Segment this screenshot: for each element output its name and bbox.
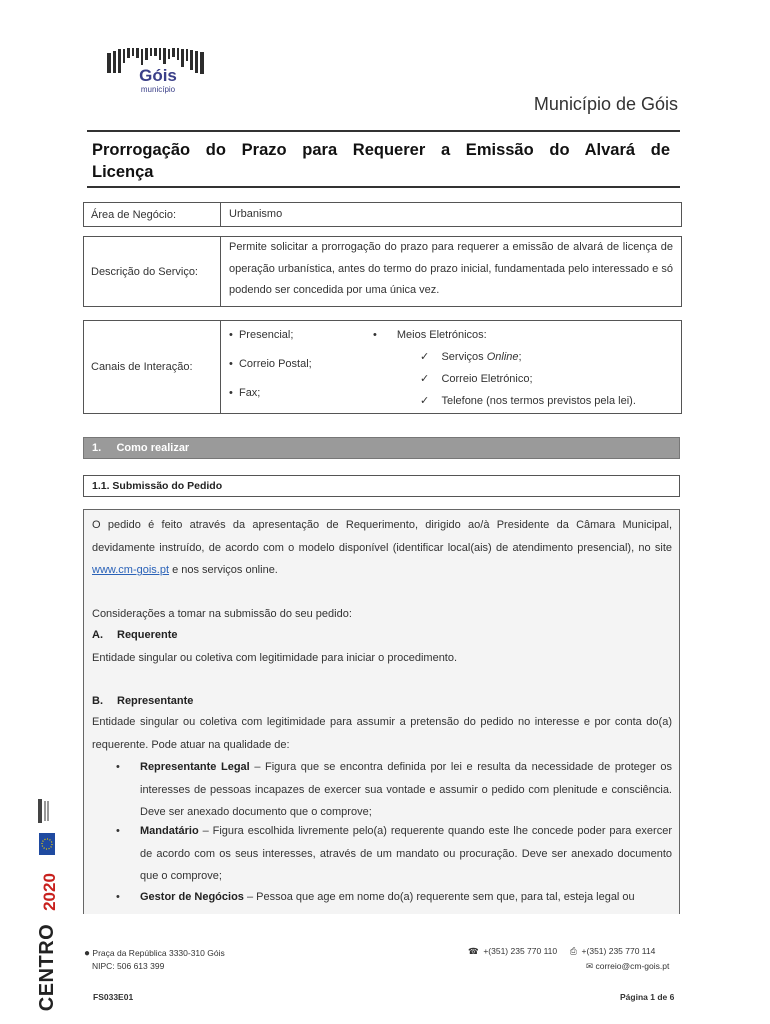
logo-subtitle: município bbox=[140, 85, 176, 94]
eu-flag-icon bbox=[39, 833, 55, 855]
canais-label: Canais de Interação: bbox=[84, 321, 221, 413]
subsection-heading: 1.1. Submissão do Pedido bbox=[83, 475, 680, 497]
representante-text: Entidade singular ou coletiva com legitimidade para assumir a pretensão do pedido no interesse e por conta do(a) requerente. Pode atuar na qualidade de: bbox=[92, 716, 672, 751]
canal-telefone: ✓ Telefone (nos termos previstos pela lei). bbox=[420, 395, 636, 407]
footer-email: ✉ correio@cm-gois.pt bbox=[586, 961, 670, 971]
canais-box bbox=[83, 320, 682, 414]
descricao-label: Descrição do Serviço: bbox=[84, 237, 221, 306]
document-code: FS033E01 bbox=[93, 992, 134, 1002]
bullet-dot: • bbox=[116, 891, 120, 903]
logo-wordmark: Góis bbox=[139, 66, 177, 85]
phone-icon: ☎ bbox=[468, 946, 479, 956]
area-negocio-box bbox=[83, 202, 682, 227]
fax-icon: ⎙ bbox=[570, 946, 577, 956]
portugal-2020-logo: 2020 bbox=[40, 873, 60, 911]
centro-2020-logo: CENTRO bbox=[36, 923, 59, 1011]
footer-address: ● Praça da República 3330-310 Góis bbox=[84, 948, 225, 959]
bullet-mandatario: • Mandatário – Figura escolhida livremente pelo(a) requerente quando este lhe concede poder para exercer de acordo com os seus interesses, através de um mandato ou procuração. Deve ser anexado documento que o comprove; bbox=[116, 820, 672, 888]
requerente-heading: A. Requerente bbox=[92, 629, 178, 641]
requerente-text: Entidade singular ou coletiva com legitimidade para iniciar o procedimento. bbox=[92, 652, 458, 664]
section-heading bbox=[83, 437, 680, 459]
check-icon: ✓ bbox=[420, 351, 430, 363]
page-title-line2: Licença bbox=[92, 163, 154, 181]
bullet-representante-legal: • Representante Legal – Figura que se encontra definida por lei e resulta da necessidade de proteger os interesses de pessoas incapazes de exercer sua vontade e assumir o pedido com plenitude e consciência. Deve ser anexado documento que o comprove; bbox=[116, 756, 672, 824]
canal-correio-eletronico: ✓ Correio Eletrónico; bbox=[420, 373, 533, 385]
email-icon: ✉ bbox=[586, 961, 594, 971]
canais-value bbox=[221, 321, 681, 413]
area-negocio-value: Urbanismo bbox=[229, 208, 283, 220]
bullet-dot: • bbox=[116, 761, 120, 773]
check-icon: ✓ bbox=[420, 373, 430, 385]
canal-fax: • Fax; bbox=[229, 387, 261, 399]
check-icon: ✓ bbox=[420, 395, 430, 407]
canal-meios-eletronicos: • Meios Eletrónicos: bbox=[373, 329, 487, 341]
representante-heading: B. Representante bbox=[92, 695, 194, 707]
location-pin-icon: ● bbox=[84, 948, 91, 959]
page-title-line1: Prorrogação do Prazo para Requerer a Emissão do Alvará de bbox=[92, 141, 670, 159]
bullet-dot: • bbox=[116, 825, 120, 837]
title-top-rule bbox=[87, 130, 680, 132]
site-link[interactable]: www.cm-gois.pt bbox=[92, 564, 170, 576]
footer-nipc: NIPC: 506 613 399 bbox=[92, 961, 165, 971]
municipality-heading: Município de Góis bbox=[533, 94, 678, 114]
descricao-value: Permite solicitar a prorrogação do prazo para requerer a emissão de alvará de licença de operação urbanística, antes do termo do prazo inicial, fundamentada pelo interessado e só podendo ser concedida por uma única vez. bbox=[229, 241, 673, 296]
footer-fax: ⎙ +(351) 235 770 114 bbox=[570, 946, 656, 956]
ue-funding-logo bbox=[34, 796, 54, 826]
canal-presencial: • Presencial; bbox=[229, 329, 294, 341]
page-number: Página 1 de 6 bbox=[620, 992, 675, 1002]
section-number: 1. bbox=[92, 442, 102, 454]
area-negocio-label: Área de Negócio: bbox=[84, 203, 221, 226]
title-bottom-rule bbox=[87, 186, 680, 188]
canal-correio-postal: • Correio Postal; bbox=[229, 358, 312, 370]
section-title: Como realizar bbox=[116, 442, 190, 454]
canal-servicos-online: ✓ Serviços Online; bbox=[420, 351, 522, 363]
footer-phone: ☎ +(351) 235 770 110 bbox=[468, 946, 558, 956]
page-title bbox=[92, 139, 670, 183]
consideracoes-text: Considerações a tomar na submissão do seu pedido: bbox=[92, 608, 352, 620]
intro-paragraph: O pedido é feito através da apresentação de Requerimento, dirigido ao/à Presidente da Câmara Municipal, devidamente instruído, de acordo com o modelo disponível (identificar local(ais) de atendimento presencial), no site www.cm-gois.pt e nos serviços online. bbox=[92, 519, 672, 576]
content-box bbox=[83, 509, 680, 914]
descricao-box bbox=[83, 236, 682, 307]
bullet-gestor-negocios: • Gestor de Negócios – Pessoa que age em nome do(a) requerente sem que, para tal, esteja legal ou bbox=[116, 886, 672, 909]
